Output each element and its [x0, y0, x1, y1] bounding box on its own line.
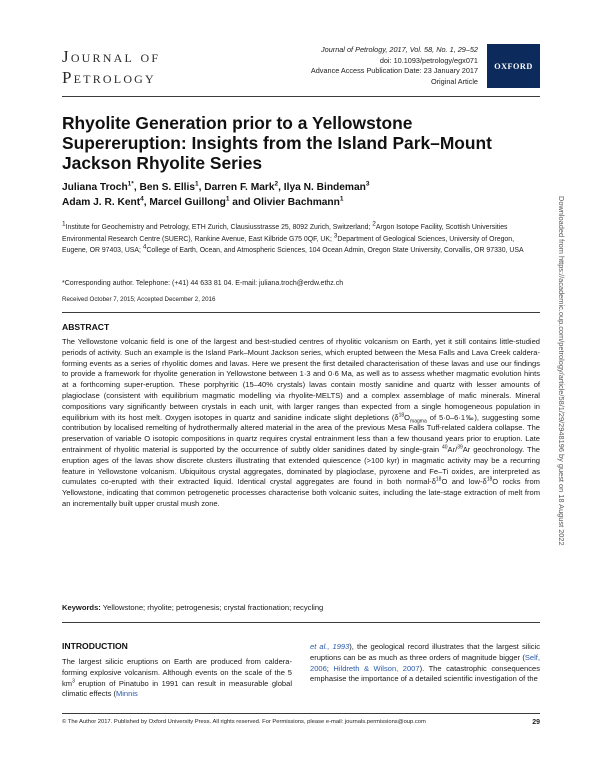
page-footer: [62, 719, 540, 725]
affiliation-number: 1: [62, 220, 66, 228]
author-affiliation-mark: 1: [194, 180, 199, 188]
author-affiliation-mark: 1: [339, 195, 344, 203]
abstract-heading: ABSTRACT: [62, 322, 110, 332]
citation-doi[interactable]: doi: 10.1093/petrology/egx071: [379, 55, 478, 65]
author-name[interactable]: Olivier Bachmann: [253, 196, 340, 208]
corresponding-mark: *: [131, 180, 134, 188]
affiliation-number: 3: [333, 232, 338, 240]
received-dates: Received October 7, 2015; Accepted December 2, 2016: [62, 296, 216, 303]
isotope-superscript: 18: [486, 476, 493, 483]
intro-text: The largest silicic eruptions on Earth are produced from caldera-forming explosive volcanism. Although events on the scale of the 5 km: [62, 657, 292, 688]
citation-link[interactable]: Self, 2006: [310, 652, 540, 673]
download-watermark-text[interactable]: Downloaded from https://academic.oup.com/petrology/article/58/1/29/2948196 by guest on 18 August 2022: [557, 196, 566, 546]
oxford-logo-text: OXFORD: [494, 61, 533, 71]
abstract-part: of 5·0–6·1‰), suggesting some contribution by localised remelting of hydrothermally altered material in the area of the previous Mesa Falls Tuff-related caldera collapse. The preservation of variable O isotopic compositions in quartz requires crystal entrainment less than a few thousand years prior to eruption. Late entrainment of rhyolitic material is supported by the occurrence of subtly older sanidines dated by single-grain: [62, 412, 541, 454]
abstract-part: Ar geochronology. The eruption ages of the lavas show discrete clusters illustrating that extended quiescence (>100 kyr) in magmatic activity may be a recurring feature in Yellowstone volcanism. Ubiquitous crystal aggregates, dominated by plagioclase, pyroxene and Fe–Ti oxides, are interpreted as cumulates co-erupted with their extracted liquid. Identical crystal aggregates are found in both normal-δ: [62, 444, 540, 487]
author-separator: ,: [198, 182, 205, 193]
intro-text: ). The catastrophic consequences emphasise the importance of a detailed scientific investigation of the: [310, 663, 540, 684]
author-name[interactable]: Marcel Guillong: [149, 196, 226, 208]
author-affiliation-mark: 1: [225, 195, 230, 203]
intro-text: eruption of Pinatubo in 1991 can result in measurable global climatic effects (: [62, 678, 292, 699]
journal-logo-line2: Petrology: [62, 68, 156, 87]
author-list: [62, 181, 532, 210]
author-name[interactable]: Darren F. Mark: [204, 182, 275, 193]
affiliation-text: College of Earth, Ocean, and Atmospheric Sciences, 104 Ocean Admin, Oregon State University, Corvallis, OR 97330, USA: [146, 247, 524, 255]
abstract-part: O and low-δ: [441, 477, 487, 487]
page-number: 29: [532, 719, 540, 726]
intro-text: ), the geological record illustrates that the largest silicic eruptions can be as much as three orders of magnitude bigger (: [310, 642, 540, 662]
affiliation-number: 2: [372, 220, 376, 228]
abstract-part: O: [404, 412, 411, 422]
abstract-part: The Yellowstone volcanic field is one of the largest and best-studied centres of rhyolitic volcanism on Earth, yet it still contains little-studied periods of activity. Such an example is the Island Park–Mount Jackson series, which erupted between the Mesa Falls and Lava Creek caldera-forming events as a series of rhyolitic domes and lavas. Here we present the first detailed characterisation of these lavas and use our findings to provide a framework for rhyolite generation in Yellowstone between 1·3 and 0·6 Ma, as well as to assess whether magmatic evolution hints at a forthcoming super-eruption. These porphyritic (15–40% crystals) lavas contain mostly sanidine and quartz with lesser amounts of plagioclase (consistent with equilibrium magmatic modelling via rhyolite-MELTS) and a complex assemblage of mafic minerals. Mineral compositions vary significantly between crystals in each unit, with larger ranges than expected from a single homogeneous population in equilibrium with its host melt. Oxygen isotopes in quartz and sanidine indicate slight depletions (δ: [62, 337, 540, 422]
abstract-text: [62, 337, 540, 510]
affiliation-number: 4: [142, 243, 147, 251]
citation-link[interactable]: Minnis: [115, 689, 138, 699]
citation-date: Advance Access Publication Date: 23 January 2017: [310, 66, 478, 76]
author-name[interactable]: Juliana Troch: [62, 182, 128, 193]
author-separator: ,: [143, 196, 150, 208]
subscript-magma: magma: [410, 418, 427, 425]
intro-left-column: [62, 657, 292, 700]
keywords-label: Keywords:: [62, 603, 101, 612]
abstract-part: O rocks from Yellowstone, indicating that common petrogenetic processes characterise both volcanic suites, including the late-stage extraction of melt from an incrementally built upper crustal mush zone.: [62, 477, 540, 508]
journal-logo-line1: Journal of: [62, 47, 161, 66]
affiliations: [62, 222, 540, 257]
corresponding-author: *Corresponding author. Telephone: (+41) 44 633 81 04. E-mail: juliana.troch@erdw.ethz.ch: [62, 280, 344, 287]
affiliation-text: Argon Isotope Facility, Scottish Universities Environmental Research Centre (SUERC), Rankine Avenue, East Kilbride G75 0QF, UK;: [62, 224, 508, 243]
unit-superscript: 3: [72, 678, 75, 685]
author-affiliation-mark: 4: [140, 195, 144, 203]
citation-journal: Journal of Petrology, 2017, Vol. 58, No. 1, 29–52: [321, 45, 478, 54]
isotope-superscript: 18: [435, 476, 442, 483]
isotope-superscript: 18: [398, 412, 405, 419]
citation-link[interactable]: et al., 1993: [310, 642, 350, 651]
citation-type: Original Article: [430, 76, 478, 86]
abstract-divider-bottom: [62, 622, 540, 623]
copyright-text: © The Author 2017. Published by Oxford University Press. All rights reserved. For Permissions, please e-mail: journals.permissions@oup.com: [62, 719, 426, 725]
author-affiliation-mark: 2: [274, 180, 279, 188]
journal-logo: [62, 46, 160, 88]
abstract-part: Ar/: [447, 444, 458, 454]
intro-heading: INTRODUCTION: [62, 641, 128, 651]
citation-link[interactable]: Hildreth & Wilson, 2007: [333, 663, 420, 673]
keywords-text: Yellowstone; rhyolite; petrogenesis; crystal fractionation; recycling: [100, 603, 324, 612]
isotope-superscript: 40: [441, 444, 448, 451]
download-watermark: [557, 196, 580, 606]
article-title: Rhyolite Generation prior to a Yellowstone Supereruption: Insights from the Island Park–Mount Jackson Rhyolite Series: [62, 113, 492, 173]
author-name[interactable]: Ilya N. Bindeman: [283, 182, 366, 193]
oxford-logo: [487, 44, 540, 88]
affiliation-text: Department of Geological Sciences, University of Oregon, Eugene, OR 97403, USA;: [62, 235, 514, 255]
author-affiliation-mark: 1: [127, 180, 132, 188]
isotope-superscript: 39: [457, 444, 463, 451]
author-name[interactable]: Adam J. R. Kent: [62, 196, 141, 208]
footer-divider: [62, 713, 540, 714]
author-separator: and: [229, 196, 254, 208]
affiliation-text: Institute for Geochemistry and Petrology, ETH Zurich, Clausiusstrasse 25, 8092 Zurich, Switzerland;: [65, 224, 373, 231]
intro-right-column: [310, 642, 540, 685]
header-divider: [62, 96, 540, 97]
author-name[interactable]: Ben S. Ellis: [139, 182, 195, 193]
citation-block: [218, 45, 478, 87]
author-separator: ,: [133, 182, 140, 193]
abstract-divider-top: [62, 312, 540, 313]
citation-separator: ;: [326, 663, 334, 673]
author-affiliation-mark: 3: [365, 180, 370, 188]
keywords: [62, 603, 540, 612]
author-separator: ,: [278, 182, 284, 193]
